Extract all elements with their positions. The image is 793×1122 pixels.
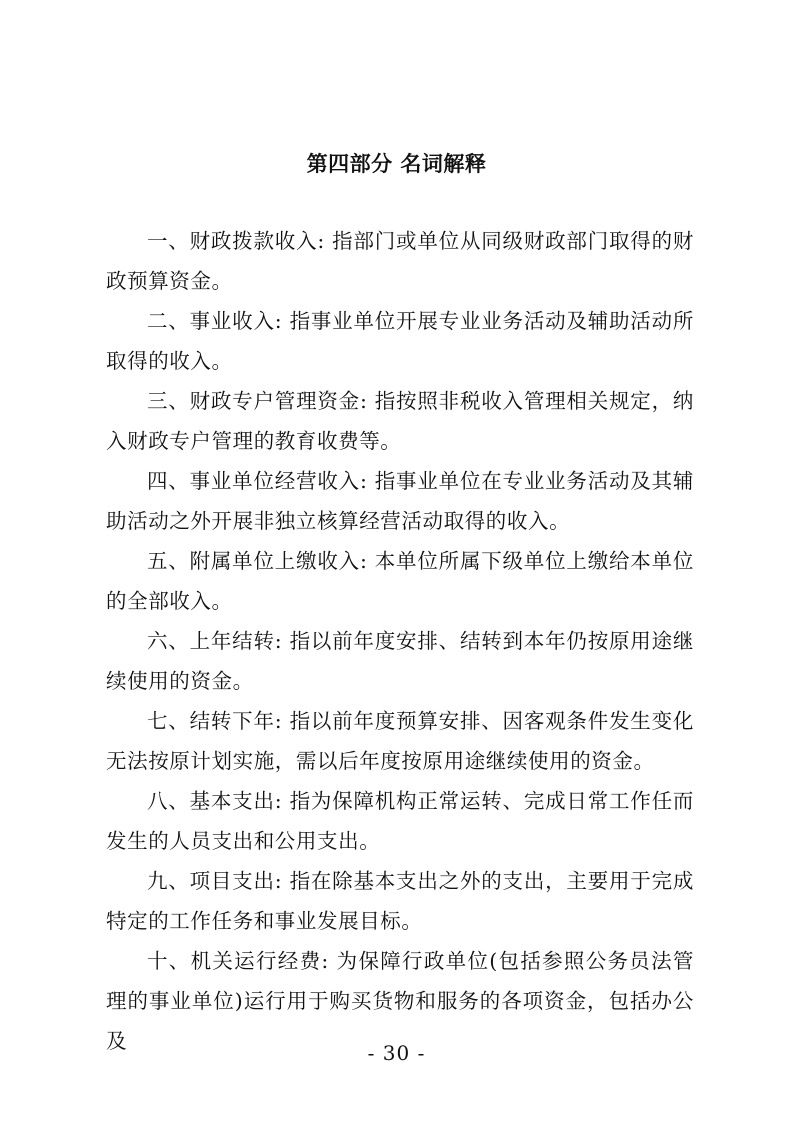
definition-paragraph: 六、上年结转: 指以前年度安排、结转到本年仍按原用途继续使用的资金。	[106, 629, 694, 693]
document-body	[106, 221, 694, 1061]
definition-paragraph: 三、财政专户管理资金: 指按照非税收入管理相关规定，纳入财政专户管理的教育收费等。	[106, 389, 694, 453]
definition-paragraph: 十、机关运行经费: 为保障行政单位(包括参照公务员法管理的事业单位)运行用于购买货物和服务的各项资金，包括办公及	[106, 949, 694, 1053]
definition-paragraph: 五、附属单位上缴收入: 本单位所属下级单位上缴给本单位的全部收入。	[106, 549, 694, 613]
definition-paragraph: 七、结转下年: 指以前年度预算安排、因客观条件发生变化无法按原计划实施，需以后年度按原用途继续使用的资金。	[106, 709, 694, 773]
page-number: - 30 -	[367, 1041, 426, 1065]
definition-paragraph: 二、事业收入: 指事业单位开展专业业务活动及辅助活动所取得的收入。	[106, 309, 694, 373]
definition-paragraph: 一、财政拨款收入: 指部门或单位从同级财政部门取得的财政预算资金。	[106, 229, 694, 293]
definition-paragraph: 九、项目支出: 指在除基本支出之外的支出，主要用于完成特定的工作任务和事业发展目标。	[106, 869, 694, 933]
definition-paragraph: 四、事业单位经营收入: 指事业单位在专业业务活动及其辅助活动之外开展非独立核算经营活动取得的收入。	[106, 469, 694, 533]
page-title: 第四部分 名词解释	[306, 152, 487, 176]
definition-paragraph: 八、基本支出: 指为保障机构正常运转、完成日常工作任而发生的人员支出和公用支出。	[106, 789, 694, 853]
